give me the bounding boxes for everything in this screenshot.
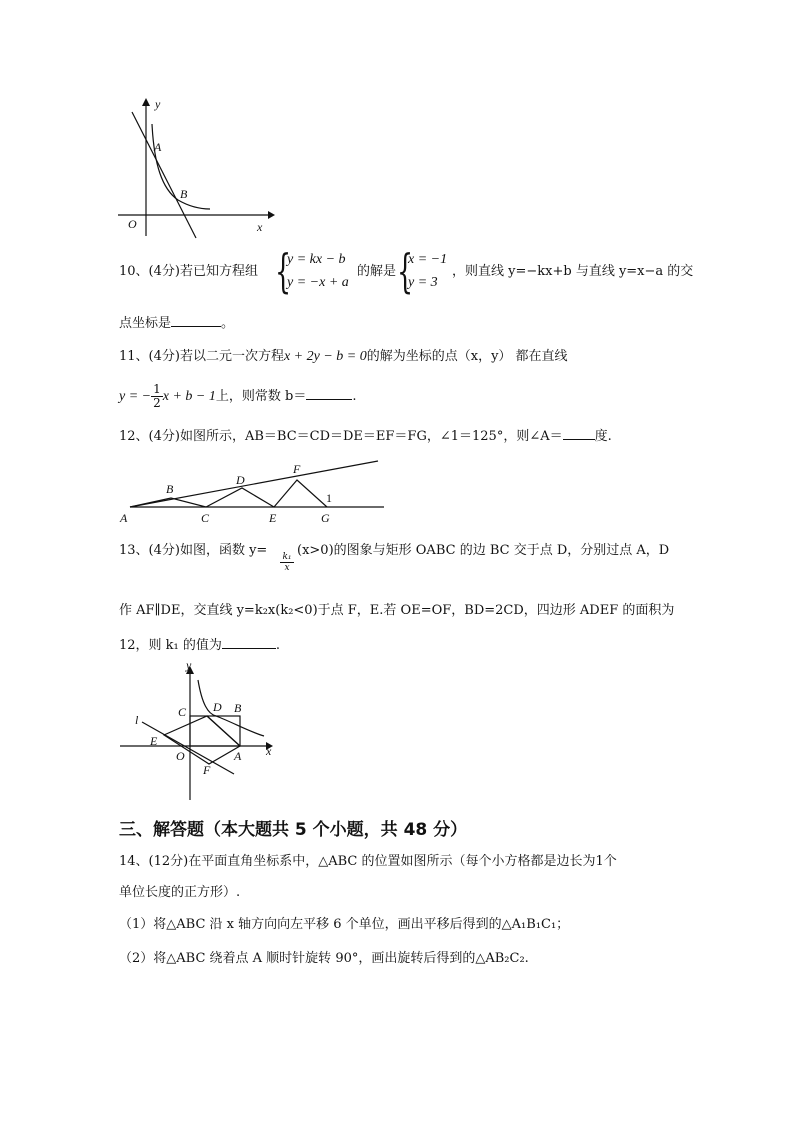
q10-sol2: y = 3 bbox=[408, 275, 438, 290]
q13-line3-text: 12，则 k₁ 的值为 bbox=[119, 638, 222, 653]
origin-label: O bbox=[128, 217, 137, 231]
x-axis-label: x bbox=[266, 744, 272, 758]
segment-da bbox=[207, 716, 240, 746]
q10-line2-text: 点坐标是 bbox=[119, 316, 172, 331]
q12-text: 12、(4分)如图所示，AB＝BC＝CD＝DE＝EF＝FG，∠1＝125°，则∠A＝ bbox=[119, 429, 563, 444]
label-c: C bbox=[201, 511, 210, 525]
x-axis-arrow bbox=[268, 211, 275, 219]
q12-end: 度. bbox=[594, 429, 612, 444]
zigzag-path bbox=[130, 480, 327, 507]
q12-answer-blank[interactable] bbox=[563, 427, 595, 440]
label-c: C bbox=[178, 705, 187, 719]
q13-frac-den: x bbox=[284, 563, 290, 573]
zigzag-figure bbox=[116, 456, 390, 528]
label-l: l bbox=[135, 713, 139, 727]
q11-frac-den: 2 bbox=[153, 396, 161, 410]
rectangle-hyperbola-figure bbox=[116, 660, 282, 804]
q11-frac-num: 1 bbox=[153, 382, 161, 396]
q10-eq2: y = −x + a bbox=[287, 275, 349, 290]
label-e: E bbox=[150, 734, 158, 748]
q13-line2: 作 AF∥DE，交直线 y=k₂x(k₂<0)于点 F，E.若 OE=OF，BD=2CD，四边形 ADEF 的面积为 bbox=[119, 603, 675, 618]
q11-line1 bbox=[119, 349, 568, 365]
section-3-title: 三、解答题（本大题共 5 个小题，共 48 分） bbox=[119, 820, 468, 840]
q13-fraction bbox=[280, 552, 294, 573]
hyperbola-line-figure bbox=[112, 94, 278, 244]
q13-line3 bbox=[119, 636, 280, 654]
origin-label: O bbox=[176, 749, 185, 763]
q11-line2-lhs: y = − bbox=[119, 389, 152, 404]
q13-prefix: 13、(4分)如图，函数 y= bbox=[119, 543, 268, 558]
label-b: B bbox=[166, 482, 174, 496]
label-a: A bbox=[234, 749, 242, 763]
q10-eq1: y = kx − b bbox=[287, 252, 346, 267]
label-f: F bbox=[293, 462, 301, 476]
point-b-label: B bbox=[180, 187, 188, 201]
q11-answer-blank[interactable] bbox=[306, 387, 352, 400]
q10-line2 bbox=[119, 314, 234, 332]
label-a: A bbox=[120, 511, 128, 525]
y-axis-arrow bbox=[142, 98, 150, 106]
label-b: B bbox=[234, 701, 242, 715]
point-a-label: A bbox=[154, 140, 162, 154]
label-e: E bbox=[269, 511, 277, 525]
q10-line2-end: 。 bbox=[221, 316, 235, 331]
angle-1-label: 1 bbox=[326, 491, 332, 505]
y-axis-label: y bbox=[155, 97, 161, 111]
q14-part2: （2）将△ABC 绕着点 A 顺时针旋转 90°，画出旋转后得到的△AB₂C₂. bbox=[119, 951, 529, 966]
x-axis-label: x bbox=[257, 220, 263, 234]
q10-answer-blank[interactable] bbox=[171, 314, 221, 327]
line-l bbox=[142, 722, 234, 774]
q11-prefix: 11、(4分)若以二元一次方程 bbox=[119, 349, 284, 364]
q14-line1: 14、(12分)在平面直角坐标系中，△ABC 的位置如图所示（每个小方格都是边长为1个 bbox=[119, 854, 617, 869]
q14-part1: （1）将△ABC 沿 x 轴方向向左平移 6 个单位，画出平移后得到的△A₁B₁C₁； bbox=[119, 917, 570, 932]
hyperbola-curve bbox=[198, 680, 264, 736]
q13-frac-num: k₁ bbox=[280, 552, 294, 563]
label-g: G bbox=[321, 511, 330, 525]
q12-line bbox=[119, 427, 612, 445]
q10-suffix: ，则直线 y=−kx+b 与直线 y=x−a 的交 bbox=[452, 264, 694, 279]
label-f: F bbox=[203, 763, 211, 777]
q10-sol1: x = −1 bbox=[408, 252, 448, 267]
q13-line3-end: . bbox=[275, 638, 281, 653]
q11-line2 bbox=[119, 382, 356, 412]
q11-fraction bbox=[151, 383, 163, 410]
q11-line2-mid: 上，则常数 b＝ bbox=[215, 389, 307, 404]
label-d: D bbox=[213, 700, 222, 714]
q13-suffix: (x>0)的图象与矩形 OABC 的边 BC 交于点 D，分别过点 A，D bbox=[297, 543, 670, 558]
q10-middle: 的解是 bbox=[357, 264, 397, 279]
q11-line2-rhs: x + b − 1 bbox=[162, 389, 216, 404]
straight-line bbox=[132, 112, 196, 238]
q13-answer-blank[interactable] bbox=[222, 636, 276, 649]
q10-brace-left: { bbox=[275, 244, 292, 298]
q11-line2-end: . bbox=[352, 389, 357, 404]
q11-middle: 的解为坐标的点（x，y） 都在直线 bbox=[366, 349, 568, 364]
q11-equation: x + 2y − b = 0 bbox=[283, 349, 367, 364]
label-d: D bbox=[236, 473, 245, 487]
q10-brace-right: { bbox=[397, 244, 414, 298]
y-axis-label: y bbox=[186, 660, 192, 672]
q10-prefix: 10、(4分)若已知方程组 bbox=[119, 264, 258, 279]
q14-line2: 单位长度的正方形）. bbox=[119, 885, 241, 900]
